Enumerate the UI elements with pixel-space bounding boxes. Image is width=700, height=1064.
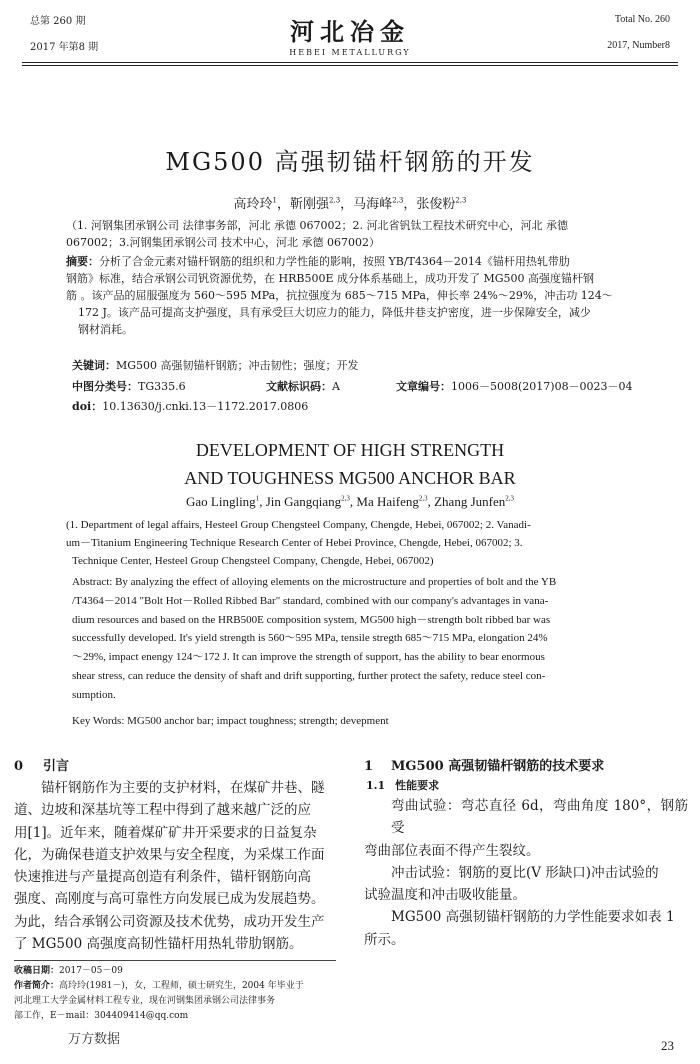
paper-title-en-line-1: DEVELOPMENT OF HIGH STRENGTH [195, 440, 505, 460]
doc-code-label: 文献标识码： [266, 380, 332, 393]
clc-number [72, 378, 186, 395]
author-name-en: Gao Lingling [186, 494, 256, 509]
requirements-paragraph [364, 795, 688, 951]
author-affiliation-mark: 1 [255, 494, 260, 503]
journal-title-en: HEBEI METALLURGY [289, 48, 411, 57]
author-affiliation-mark: 2,3 [392, 196, 404, 205]
abstract-line-en: /T4364－2014 "Bolt Hot－Rolled Ribbed Bar" standard, combined with our company's advantages in vana- [72, 594, 549, 607]
received-date: 2017－05－09 [59, 966, 123, 976]
body-line: 弯曲试验：弯芯直径 6d，弯曲角度 180°，钢筋受 [391, 798, 688, 837]
author-name: 张俊粉 [416, 197, 456, 212]
keywords-label-en: Key Words: [72, 715, 125, 727]
body-line: 快速推进与产量提高创造有利条件，锚杆钢筋向高 [14, 869, 311, 886]
abstract-line: 筋 。该产品的屈服强度为 560～595 MPa，抗拉强度为 685～715 MPa，伸长率 24%～29%，冲击功 124～ [66, 289, 613, 302]
abstract-line: 分析了合金元素对锚杆钢筋的组织和力学性能的影响，按照 YB/T4364－2014《锚杆用热轧带肋 [99, 255, 570, 268]
body-line: 道、边坡和深基坑等工程中得到了越来越广泛的应 [14, 802, 311, 819]
keywords-label-cn: 关键词： [72, 359, 116, 372]
watermark-text: 万方数据 [68, 1032, 121, 1047]
section-number: 0 [14, 759, 24, 774]
footnote-rule [14, 960, 336, 961]
paper-title-cn: MG500 高强韧锚杆钢筋的开发 [165, 148, 535, 176]
issue-number-cn: 总第 260 期 [30, 16, 86, 27]
author-bio-line: 高玲玲(1981－)，女，工程师，硕士研究生，2004 年毕业于 [59, 981, 304, 991]
section-0-heading [14, 755, 69, 774]
body-line: 强度、高刚度与高可靠性方向发展已成为发展趋势。 [14, 891, 325, 908]
year-issue-cn: 2017 年第8 期 [30, 42, 99, 53]
page-number: 23 [661, 1038, 674, 1053]
total-number-en: Total No. 260 [614, 14, 670, 25]
affiliations-cn [66, 217, 646, 251]
clc-label: 中图分类号： [72, 380, 138, 393]
author-name-en: Ma Haifeng [356, 494, 419, 509]
keywords-text-cn: MG500 高强韧锚杆钢筋；冲击韧性；强度；开发 [116, 359, 359, 372]
doc-code-value: A [332, 380, 340, 393]
abstract-line-en: sumption. [72, 688, 116, 701]
abstract-line-en: ～29%, impact enengy 124～172 J. It can improve the strength of support, has the ability to bear enormous [72, 651, 545, 664]
body-line: 所示。 [364, 931, 405, 948]
author-affiliation-mark: 2,3 [418, 494, 428, 503]
author-name-en: Jin Gangqiang [265, 494, 342, 509]
affiliations-en [66, 516, 658, 570]
document-code [266, 378, 340, 395]
abstract-en [72, 573, 658, 705]
affiliation-line: 067002；3.河钢集团承钢公司 技术中心，河北 承德 067002） [66, 236, 380, 249]
section-1-heading [364, 755, 604, 774]
author-bio-line: 河北理工大学金属材料工程专业，现在河钢集团承钢公司法律事务 [14, 996, 276, 1006]
author-affiliation-mark: 1 [272, 196, 277, 205]
authors-en: Gao Lingling$^1$, Jin Gangqiang$^{2,3}$, Ma Haifeng$^{2,3}$, Zhang Junfen$^{2,3}$ [186, 494, 514, 509]
body-line: MG500 高强韧锚杆钢筋的力学性能要求如表 1 [391, 909, 675, 926]
author-affiliation-mark: 2,3 [455, 196, 467, 205]
header-rule [22, 62, 678, 63]
body-line: 弯曲部位表面不得产生裂纹。 [364, 842, 540, 859]
author-affiliation-mark: 2,3 [341, 494, 350, 503]
abstract-line: 钢筋》标准，结合承钢公司钒资源优势，在 HRB500E 成分体系基础上，成功开发了 MG500 高强度锚杆钢 [66, 272, 595, 285]
subsection-1-1-heading [366, 777, 439, 793]
subsection-number: 1.1 [366, 779, 386, 792]
author-name: 靳刚强 [290, 197, 330, 212]
received-label: 收稿日期： [14, 966, 60, 976]
doi-value: 10.13630/j.cnki.13－1172.2017.0806 [102, 400, 309, 413]
article-number-label: 文章编号： [396, 380, 451, 393]
doi-label: doi： [72, 400, 103, 413]
section-number: 1 [364, 759, 374, 774]
section-title: MG500 高强韧锚杆钢筋的技术要求 [391, 759, 605, 774]
doi [72, 398, 308, 415]
body-line: 了 MG500 高强度高韧性锚杆用热轧带肋钢筋。 [14, 936, 303, 953]
introduction-paragraph [14, 777, 336, 955]
affiliation-line-en: Technique Center, Hesteel Group Chengsteel Company, Chengde, Hebei, 067002) [72, 555, 434, 567]
abstract-label-en: Abstract: [72, 576, 113, 588]
body-line: 试验温度和冲击吸收能量。 [364, 887, 526, 904]
abstract-line: 172 J。该产品可提高支护强度，具有承受巨大切应力的能力，降低井巷支护密度，进一步保障安全，减少 [78, 306, 591, 319]
year-number-en: 2017, Number8 [607, 40, 670, 51]
body-line: 锚杆钢筋作为主要的支护材料，在煤矿井巷、隧 [41, 780, 325, 796]
abstract-line-en: By analyzing the effect of alloying elements on the microstructure and properties of bolt and the YB [115, 576, 557, 588]
abstract-cn [66, 253, 646, 338]
keywords-en [72, 713, 658, 730]
keywords-text-en: MG500 anchor bar; impact toughness; strength; devepment [127, 715, 389, 727]
author-name: 马海峰 [353, 197, 393, 212]
subsection-title: 性能要求 [395, 779, 440, 792]
author-bio-line: 部工作，E－mail：304409414@qq.com [14, 1011, 189, 1021]
article-number-value: 1006－5008(2017)08－0023－04 [451, 380, 633, 393]
clc-value: TG335.6 [138, 380, 186, 393]
journal-title-cn: 河北冶金 [290, 17, 410, 46]
author-affiliation-mark: 2,3 [505, 494, 514, 503]
abstract-label-cn: 摘要： [66, 255, 99, 268]
body-line: 化，为确保巷道支护效果与安全程度，为采煤工作面 [14, 846, 325, 863]
abstract-line: 钢材消耗。 [78, 323, 133, 336]
body-line: 用[1]。近年来，随着煤矿矿井开采要求的日益复杂 [14, 824, 317, 841]
abstract-line-en: dium resources and based on the HRB500E composition system, MG500 high－strength bolt ribbed bar was [72, 613, 551, 626]
paper-title-en-line-2: AND TOUGHNESS MG500 ANCHOR BAR [184, 468, 516, 488]
author-name-en: Zhang Junfen [434, 494, 506, 509]
abstract-line-en: shear stress, can reduce the density of shaft and drift supporting, further protect the safety, reduce steel con- [72, 669, 546, 682]
keywords-cn [72, 357, 652, 374]
author-affiliation-mark: 2,3 [329, 196, 341, 205]
header-rule-double [22, 65, 678, 66]
author-bio-label: 作者简介： [14, 981, 60, 991]
authors-cn: 高玲玲$^1$，靳刚强$^{2,3}$，马海峰$^{2,3}$，张俊粉$^{2,3}$ [233, 196, 467, 212]
body-line: 为此，结合承钢公司资源及技术优势，成功开发生产 [14, 913, 325, 930]
affiliation-line-en: um－Titanium Engineering Technique Research Center of Hebei Province, Chengde, Hebei, 067002; 3. [66, 537, 523, 549]
affiliation-line: （1. 河钢集团承钢公司 法律事务部，河北 承德 067002；2. 河北省钒钛工程技术研究中心，河北 承德 [66, 219, 568, 232]
section-title: 引言 [43, 759, 70, 774]
body-line: 冲击试验：钢筋的夏比(V 形缺口)冲击试验的 [391, 864, 659, 881]
abstract-line-en: successfully developed. It's yield strength is 560～595 MPa, tensile stregth 685～715 MPa, elongation 24% [72, 632, 548, 645]
footnote [14, 964, 336, 1024]
author-name: 高玲玲 [233, 197, 273, 212]
article-number [396, 378, 633, 395]
affiliation-line-en: (1. Department of legal affairs, Hesteel Group Chengsteel Company, Chengde, Hebei, 067002; 2. Vanadi- [66, 519, 531, 531]
